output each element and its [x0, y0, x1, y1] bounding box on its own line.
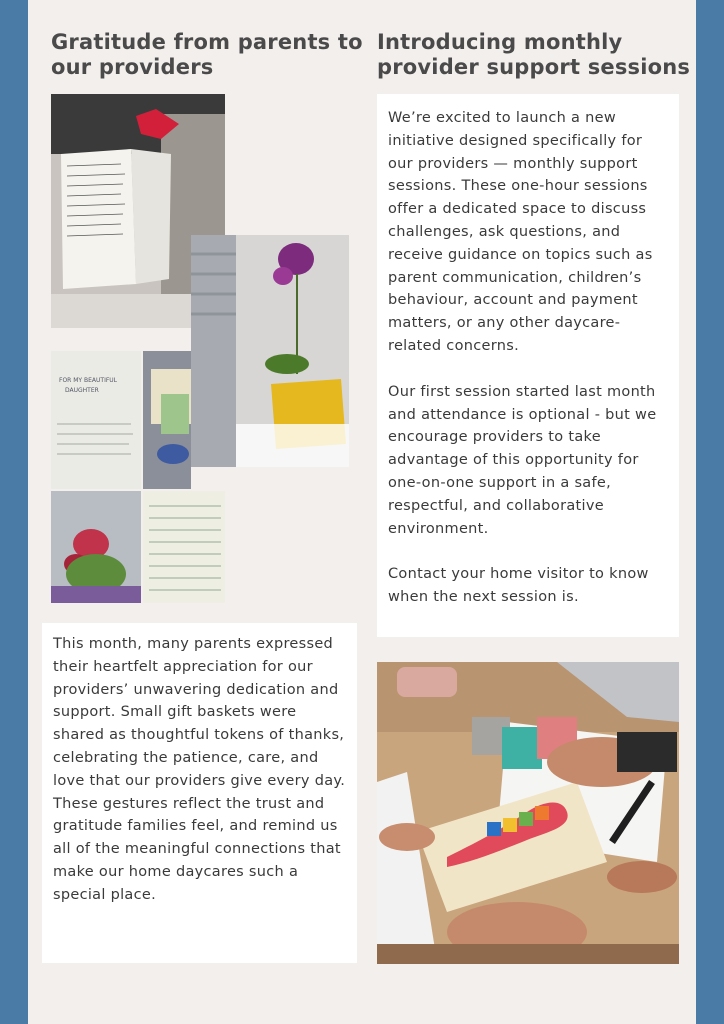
gratitude-heading: Gratitude from parents to our providers [51, 30, 363, 79]
puzzle-photo [377, 662, 679, 964]
support-intro-text: We’re excited to launch a new initiative designed specifically for our providers — monthly support sessions. These one-hour sessions offer a dedicated space to discuss challenges, ask questions, and receive guidance on topics such as parent communication, children’s behaviour, account and payment matters, or any other daycare-related concerns. [388, 110, 653, 354]
support-attendance-text: Our first session started last month and attendance is optional - but we encourage providers to take advantage of this opportunity for one-on-one support in a safe, respectful, and collaborative environment. [388, 383, 657, 537]
svg-text:FOR MY BEAUTIFUL: FOR MY BEAUTIFUL [59, 377, 118, 384]
support-contact-text: Contact your home visitor to know when the next session is. [388, 566, 649, 606]
svg-text:DAUGHTER: DAUGHTER [65, 387, 99, 394]
newsletter-page [28, 0, 696, 1024]
gratitude-text: This month, many parents expressed their heartfelt appreciation for our providers’ unwavering dedication and support. Small gift baskets were shared as thoughtful tokens of thanks, celebrating the patience, care, and love that our providers give every day. These gestures reflect the trust and gratitude families feel, and remind us all of the meaningful connections that make our home daycares such a special place. [53, 636, 346, 903]
support-sessions-card [377, 94, 679, 637]
collage-image [51, 94, 349, 603]
puzzle-image [377, 662, 679, 964]
gratitude-photo-collage [51, 94, 349, 603]
support-sessions-heading: Introducing monthly provider support sessions [377, 30, 691, 79]
gratitude-card [42, 623, 357, 963]
